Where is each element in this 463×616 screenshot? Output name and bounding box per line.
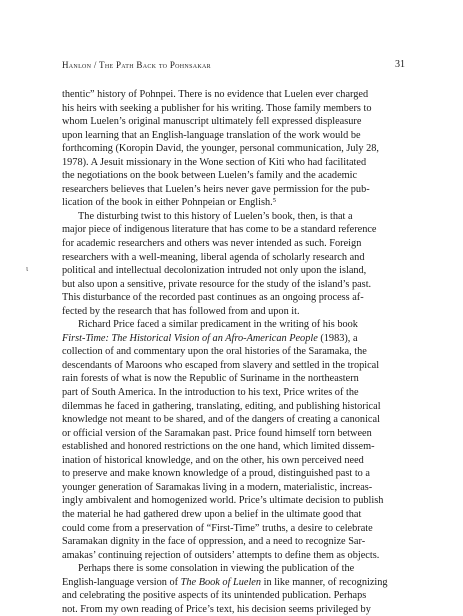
text-line: upon learning that an English-language translation of the work would be [62,129,361,141]
text-line: ingly ambivalent and homogenized world. Price’s ultimate decision to publish [62,495,384,507]
text-line: researchers with a well-meaning, liberal agenda of scholarly research and [62,251,365,263]
text-line: forthcoming (Koropin David, the younger, personal communication, July 28, [62,143,380,155]
text-line: Saramakan dignity in the face of oppression, and a need to recognize Sar- [62,536,366,548]
text-line: and celebrating the positive aspects of its unintended publication. Perhaps [62,590,367,602]
text-line: Perhaps there is some consolation in viewing the publication of the [78,563,355,575]
text-line: political and intellectual decolonization intruded not only upon the island, [62,265,367,277]
text-line: could come from a preservation of “First-Time” truths, a desire to celebrate [62,522,373,534]
text-line: rain forests of what is now the Republic of Suriname in the northeastern [62,373,359,385]
text-line: collection of and commentary upon the oral histories of the Saramaka, the [62,346,367,358]
text-line: or official version of the Saramakan past. Price found himself torn between [62,427,372,439]
text-line: the material he had gathered drew upon a belief in the ultimate good that [62,508,362,520]
footnote-marker: 5 [272,197,277,205]
text-line: This disturbance of the recorded past continues as an ongoing process af- [62,292,364,304]
text-line: ination of historical knowledge, and on the other, his own perceived need [62,454,364,466]
text-line: for academic researchers and others was never intended as such. Foreign [62,238,362,250]
text-line: the negotiations on the book between Luelen’s family and the academic [62,170,358,182]
text-line: dilemmas he faced in gathering, translating, editing, and publishing historical [62,400,381,412]
text-line: fected by the research that has followed from and upon it. [62,305,300,317]
text-line: knowledge not meant to be shared, and of the dangers of creating a canonical [62,414,380,426]
text-line: First-Time: The Historical Vision of an Afro-American People (1983), a [62,332,358,344]
body-text [62,88,402,616]
text-line: not. From my own reading of Price’s text, his decision seems privileged by [62,603,371,615]
text-line: his heirs with seeking a publisher for his writing. Those family members to [62,102,372,114]
text-line: whom Luelen’s original manuscript ultimately fell expressed displeasure [62,116,362,128]
text-line: younger generation of Saramakas living in a modern, materialistic, increas- [62,481,373,493]
margin-mark: ι [26,264,29,273]
text-line: English-language version of The Book of Luelen in like manner, of recognizing [62,576,388,588]
text-line: amakas’ continuing rejection of outsiders’ attempts to define them as objects. [62,549,380,561]
text-line: Richard Price faced a similar predicament in the writing of his book [78,319,358,331]
text-line: but also upon a sensitive, private resource for the study of the island’s past. [62,278,372,290]
text-line: to preserve and make known knowledge of a proud, distinguished past to a [62,468,370,480]
running-head [62,60,351,70]
text-line: established and honored restrictions on the one hand, which limited dissem- [62,441,375,453]
text-line: researchers believes that Luelen’s heirs never gave permission for the pub- [62,183,370,195]
page-number: 31 [395,59,405,70]
text-line: thentic” history of Pohnpei. There is no evidence that Luelen ever charged [62,89,369,100]
running-head-text: Hanlon / The Path Back to Pohnsakar [62,60,211,70]
text-line: lication of the book in either Pohnpeian or English.$^5$ [62,197,277,209]
text-line: 1978). A Jesuit missionary in the Wone section of Kiti who had facilitated [62,156,367,168]
text-line: The disturbing twist to this history of Luelen’s book, then, is that a [78,210,353,222]
text-line: descendants of Maroons who escaped from slavery and settled in the tropical [62,359,380,371]
text-line: part of South America. In the introduction to his text, Price writes of the [62,387,359,399]
text-line: major piece of indigenous literature that has come to be a standard reference [62,224,377,236]
